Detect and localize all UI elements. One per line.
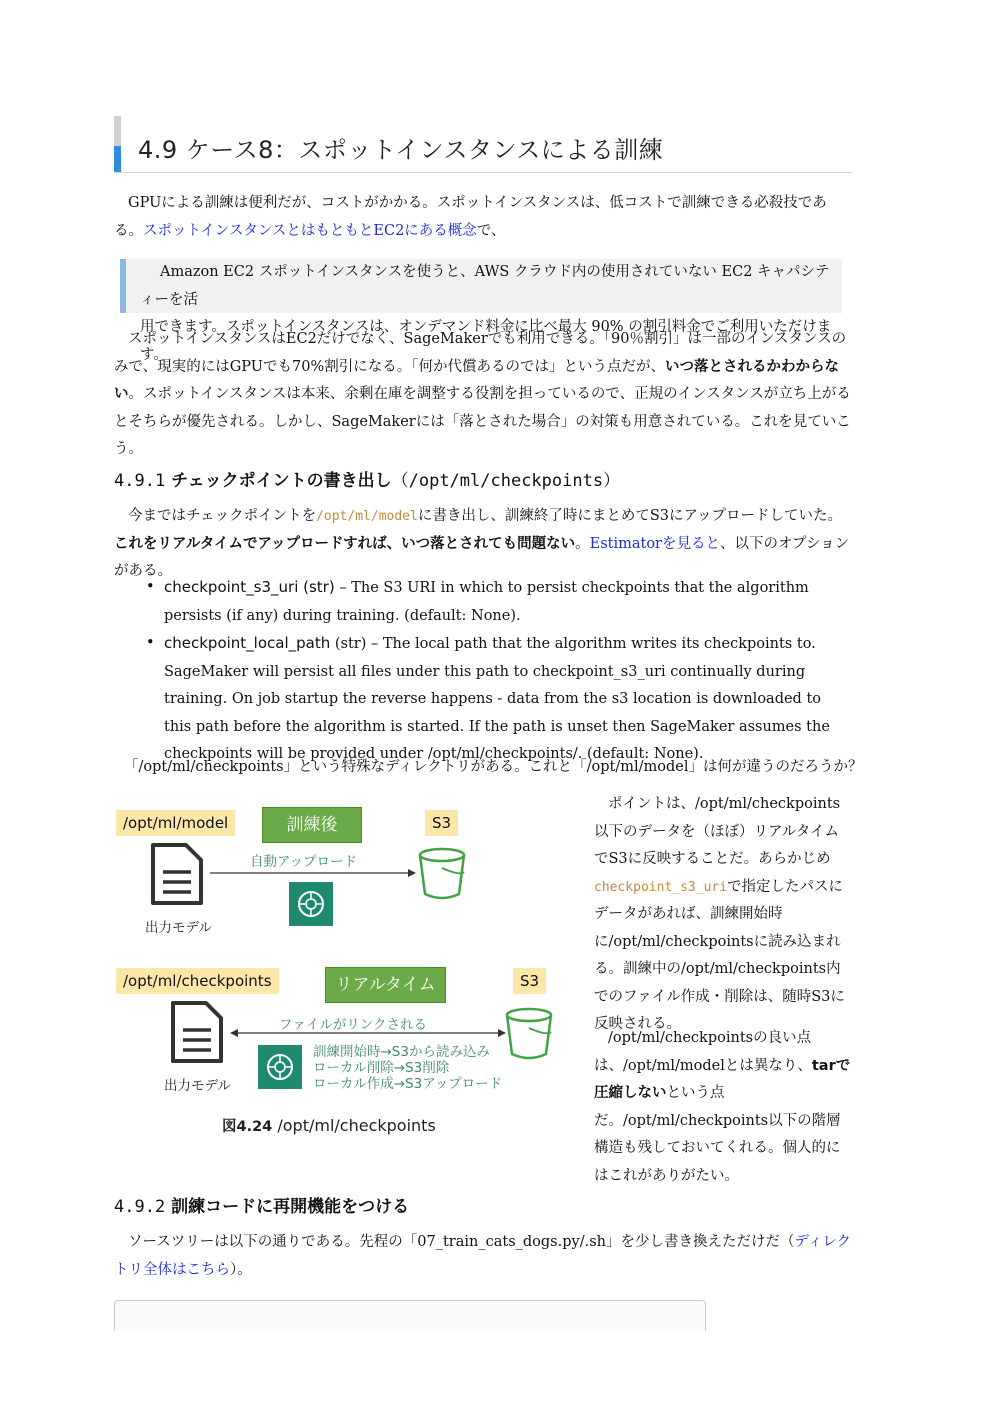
intro-paragraph bbox=[114, 190, 854, 245]
side2-text-1: /opt/ml/checkpointsの良い点は、/opt/ml/modelとは異なり、 bbox=[594, 1030, 812, 1074]
cp-text-2: に書き出し、訓練終了時にまとめてS3にアップロードしていた。 bbox=[417, 508, 842, 524]
side1-text-2: で指定したパスにデータがあれば、訓練開始時に/opt/ml/checkpointsに読み込まれる。訓練中の/opt/ml/checkpoints内でのファイル作成・削除は、随時S3に反映される。 bbox=[594, 878, 845, 1032]
title-accent-bar bbox=[114, 116, 121, 146]
sync-arrow bbox=[228, 1026, 508, 1040]
intro-after: で、 bbox=[476, 222, 506, 239]
s3-bucket-icon bbox=[416, 846, 468, 900]
cp-text-1: 今まではチェックポイントを bbox=[128, 508, 317, 524]
subsection-text-2: 訓練コードに再開機能をつける bbox=[171, 1197, 410, 1217]
option-list bbox=[146, 574, 846, 769]
sync-note: ローカル削除→S3削除 bbox=[313, 1060, 450, 1076]
subsection-text-1: チェックポイントの書き出し bbox=[171, 471, 392, 491]
upload-arrow bbox=[208, 866, 418, 880]
s3-bucket-icon bbox=[503, 1006, 555, 1060]
output-model-label-top: 出力モデル bbox=[145, 920, 212, 936]
after-training-box: 訓練後 bbox=[262, 807, 362, 843]
figure-number: 図4.24 bbox=[222, 1119, 273, 1135]
quote-line-1: Amazon EC2 スポットインスタンスを使うと、AWS クラウド内の使用されていない EC2 キャパシティーを活 bbox=[140, 264, 830, 308]
title-accent-bar-blue bbox=[114, 146, 121, 172]
src-text-2: ）。 bbox=[230, 1261, 252, 1278]
spot-paragraph bbox=[114, 326, 854, 464]
option-term: checkpoint_s3_uri (str) bbox=[164, 578, 335, 596]
sagemaker-icon bbox=[258, 1045, 302, 1089]
side1-text-1: ポイントは、/opt/ml/checkpoints以下のデータを（ほぼ）リアルタイムでS3に反映することだ。あらかじめ bbox=[594, 796, 841, 867]
figure-caption-text: /opt/ml/checkpoints bbox=[277, 1116, 436, 1135]
s3-label-bottom: S3 bbox=[513, 968, 546, 994]
side2-text-2: という点だ。/opt/ml/checkpoints以下の階層構造も残しておいてくれる。個人的にはこれがありがたい。 bbox=[594, 1085, 841, 1184]
file-linked-label: ファイルがリンクされる bbox=[279, 1017, 427, 1033]
realtime-box: リアルタイム bbox=[325, 967, 446, 1003]
subsection-path-1: （/opt/ml/checkpoints） bbox=[391, 471, 621, 491]
subsection-title-2 bbox=[114, 1192, 409, 1217]
option-term: checkpoint_local_path bbox=[164, 634, 331, 652]
side-paragraph-2 bbox=[594, 1025, 852, 1190]
side2-bold: tarで圧縮しない bbox=[594, 1057, 851, 1101]
source-tree-paragraph bbox=[114, 1229, 854, 1284]
spot-instance-link[interactable]: スポットインスタンスとはもともとEC2にある概念 bbox=[143, 222, 477, 239]
quote-line-2: 用できます。スポットインスタンスは、オンデマンド料金に比べ最大 90% の割引料金でご利用いただけます。 bbox=[140, 319, 832, 363]
question-paragraph: 「/opt/ml/checkpoints」という特殊なディレクトリがある。これと「/opt/ml/model」は何が違うのだろうか？ bbox=[124, 759, 863, 775]
src-text-1: ソースツリーは以下の通りである。先程の「07_train_cats_dogs.py/.sh」を少し書き換えただけだ（ bbox=[128, 1234, 795, 1250]
side1-code: checkpoint_s3_uri bbox=[594, 879, 728, 895]
cp-bold: これをリアルタイムでアップロードすれば、いつ落とされても問題ない bbox=[114, 535, 576, 552]
spot-bold: いつ落とされるかわからない bbox=[114, 358, 839, 402]
section-title: 4.9 ケース8：スポットインスタンスによる訓練 bbox=[138, 136, 664, 164]
model-path-label: /opt/ml/model bbox=[116, 810, 235, 836]
sync-note: ローカル作成→S3アップロード bbox=[313, 1076, 503, 1092]
section-header bbox=[114, 116, 852, 173]
subsection-number-2: 4.9.2 bbox=[114, 1197, 166, 1217]
output-model-label-bottom: 出力モデル bbox=[164, 1078, 231, 1094]
cp-code-model: /opt/ml/model bbox=[316, 509, 418, 524]
sync-notes bbox=[313, 1044, 502, 1092]
cp-text-4: 、以下のオプションがある。 bbox=[114, 535, 850, 579]
list-item bbox=[146, 574, 846, 630]
code-block bbox=[114, 1300, 706, 1331]
estimator-link[interactable]: Estimatorを見ると bbox=[589, 535, 720, 552]
option-desc: – The S3 URI in which to persist checkpoints that the algorithm persists (if any) during training. (default: None). bbox=[164, 580, 809, 624]
auto-upload-label: 自動アップロード bbox=[250, 854, 358, 870]
subsection-number-1: 4.9.1 bbox=[114, 471, 166, 491]
checkpoints-path-label: /opt/ml/checkpoints bbox=[116, 968, 279, 994]
intro-text: GPUによる訓練は便利だが、コストがかかる。スポットインスタンスは、低コストで訓練できる必殺技である。 bbox=[114, 195, 827, 239]
sync-note: 訓練開始時→S3から読み込み bbox=[313, 1044, 490, 1060]
directory-link[interactable]: ディレクトリ全体はこちら bbox=[114, 1234, 852, 1278]
document-icon bbox=[170, 1000, 224, 1064]
spot-text-1: スポットインスタンスはEC2だけでなく、SageMakerでも利用できる。「90％割引」は一部のインスタンスのみで、現実的にはGPUでも70%割引になる。「何か代償あるのでは」という点だが、 bbox=[114, 331, 847, 375]
figure-caption bbox=[222, 1115, 436, 1136]
list-item bbox=[146, 630, 846, 769]
cp-text-3: 。 bbox=[575, 535, 590, 552]
s3-label-top: S3 bbox=[425, 810, 458, 836]
document-icon bbox=[150, 842, 204, 906]
subsection-title-1 bbox=[114, 466, 620, 491]
option-desc: (str) – The local path that the algorithm writes its checkpoints to. SageMaker will persist all files under this path to checkpoint_s3_uri continually during training. On job startup the reverse happens - data from the s3 location is downloaded to this path before the algorithm is started. If the path is unset then SageMaker assumes the checkpoints will be provided under /opt/ml/checkpoints/. (default: None). bbox=[164, 636, 830, 762]
spot-text-2: 。スポットインスタンスは本来、余剰在庫を調整する役割を担っているので、正規のインスタンスが立ち上がるとそちらが優先される。しかし、SageMakerには「落とされた場合」の対策も用意されている。これを見ていこう。 bbox=[114, 386, 851, 457]
side-paragraph-1 bbox=[594, 791, 852, 1039]
sagemaker-icon bbox=[289, 882, 333, 926]
